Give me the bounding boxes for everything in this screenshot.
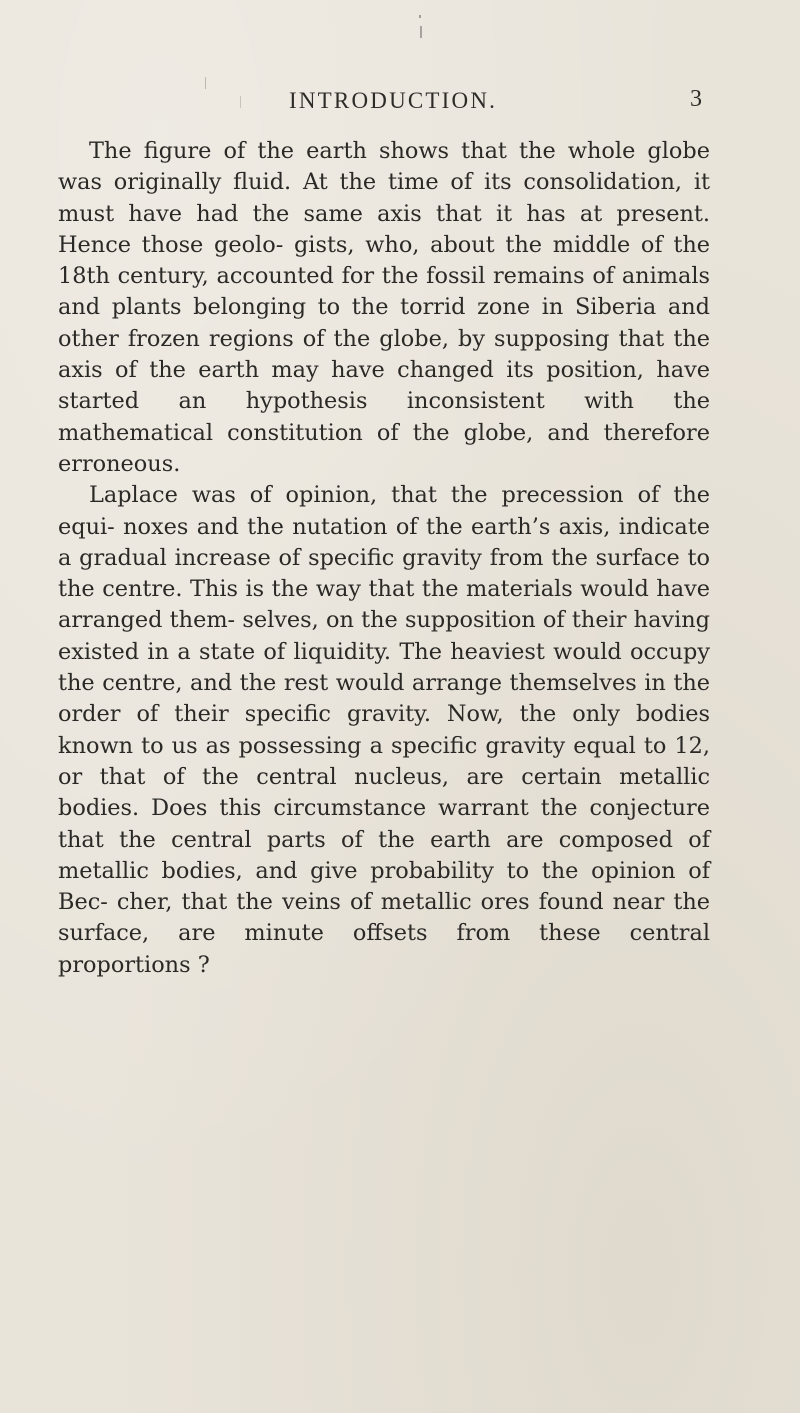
running-title: INTRODUCTION.	[289, 88, 498, 113]
paragraph: Laplace was of opinion, that the precession of the equi- noxes and the nutation of the earth’s axis, indicate a gradual increase of specific gravity from the surface to the centre. This is the way that the materials would have arranged them- selves, on the supposition of their having existed in a state of liquidity. The heaviest would occupy the centre, and the rest would arrange themselves in the order of their specific gravity. Now, the only bodies known to us as possessing a specific gravity equal to 12, or that of the central nucleus, are certain metallic bodies. Does this circumstance warrant the conjecture that the central parts of the earth are composed of metallic bodies, and give probability to the opinion of Bec- cher, that the veins of metallic ores found near the surface, are minute offsets from these central proportions ?	[58, 482, 710, 978]
print-speck	[419, 15, 421, 18]
print-speck	[205, 77, 206, 89]
print-speck	[240, 96, 241, 108]
print-speck	[420, 26, 422, 38]
page-number: 3	[690, 86, 702, 112]
body-text	[58, 136, 710, 981]
paragraph: The figure of the earth shows that the whole globe was originally fluid. At the time of its consolidation, it must have had the same axis that it has at present. Hence those geolo- gists, who, about the middle of the 18th century, accounted for the fossil remains of animals and plants belonging to the torrid zone in Siberia and other frozen regions of the globe, by supposing that the axis of the earth may have changed its position, have started an hypothesis inconsistent with the mathematical constitution of the globe, and therefore erroneous.	[58, 138, 710, 477]
